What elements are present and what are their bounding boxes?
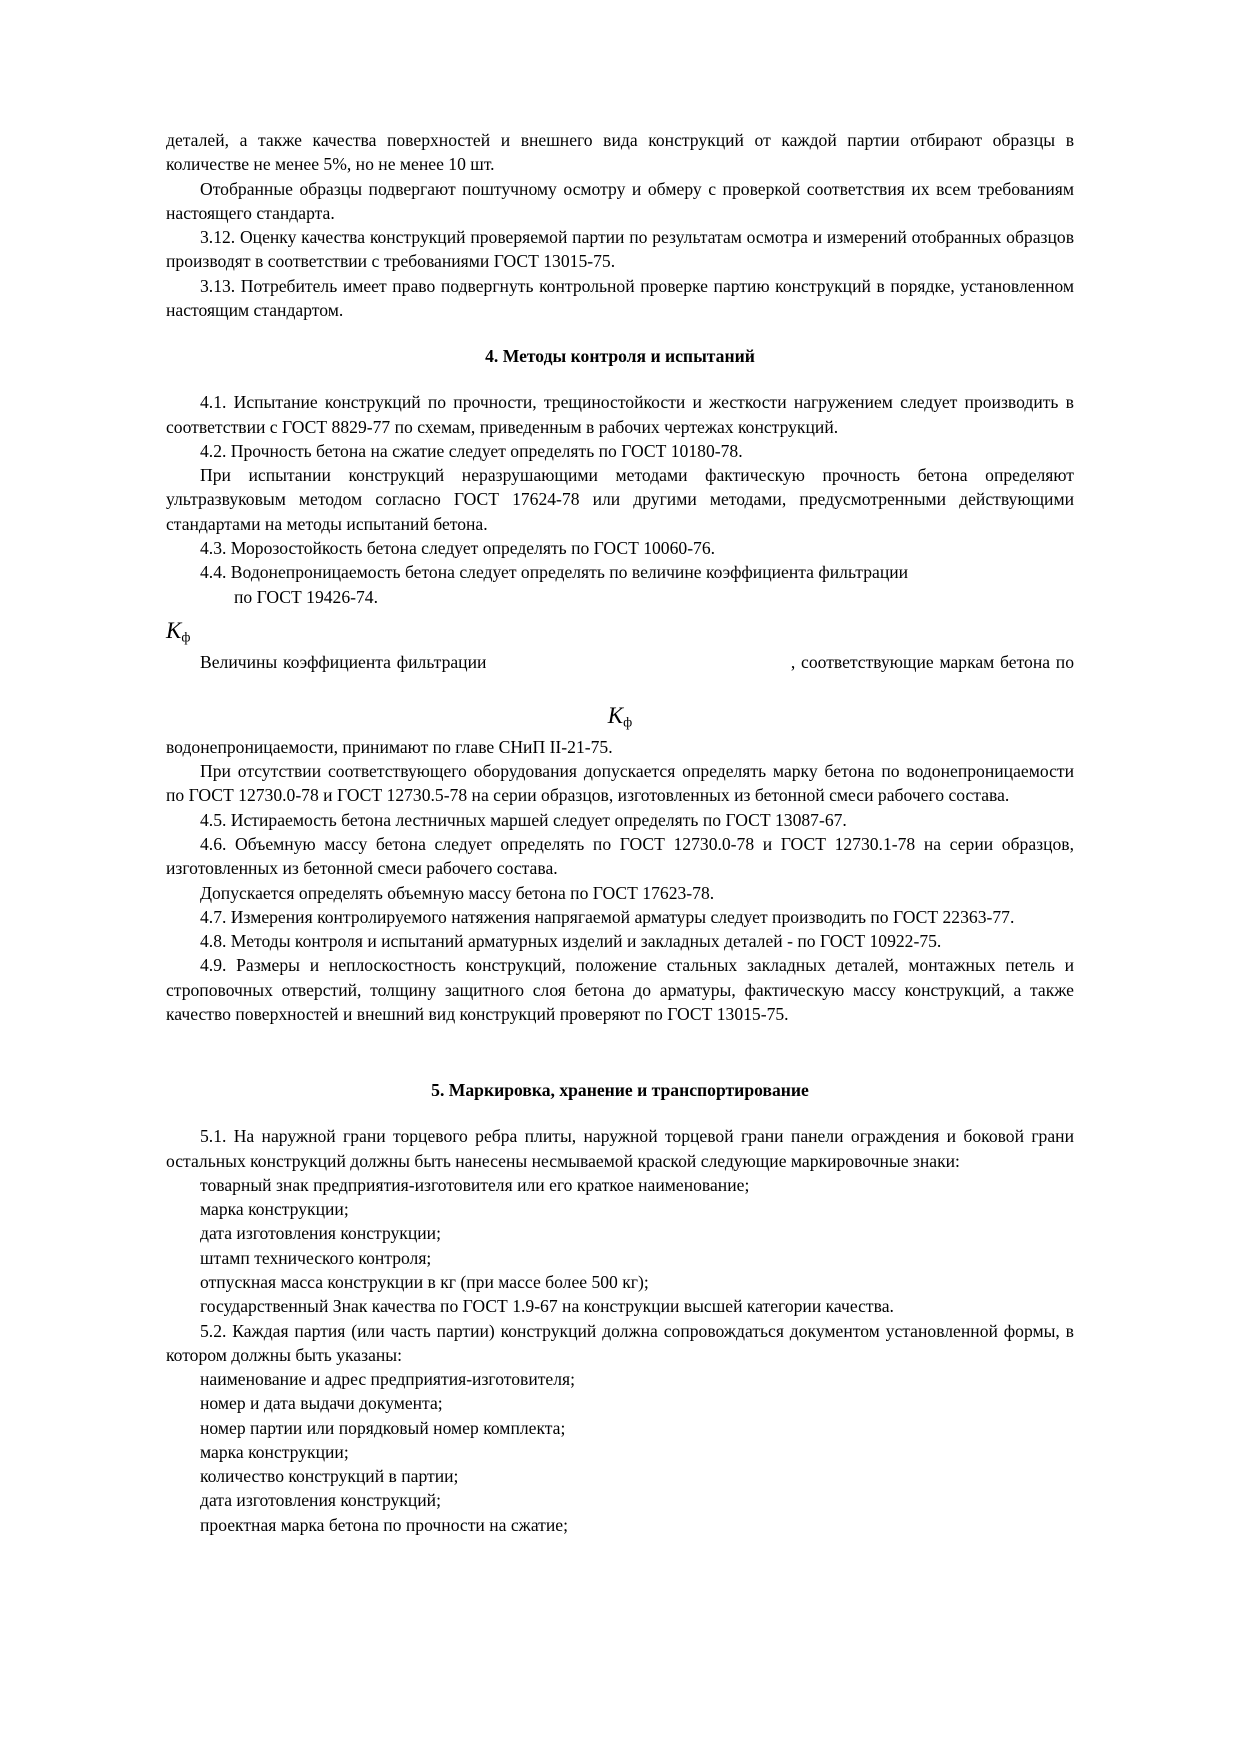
spacer — [166, 1102, 1074, 1124]
list-item: штамп технического контроля; — [200, 1247, 432, 1268]
formula-k-filtration-centered — [166, 700, 1074, 733]
spacer — [166, 1026, 1074, 1078]
list-item: наименование и адрес предприятия-изготовителя; — [200, 1369, 576, 1390]
paragraph: 4.4. Водонепроницаемость бетона следует определять по величине коэффициента фильтрации — [200, 562, 909, 583]
list-item: проектная марка бетона по прочности на сжатие; — [200, 1514, 568, 1535]
paragraph: 4.1. Испытание конструкций по прочности, трещиностойкости и жесткости нагружением следует производить в соответствии с ГОСТ 8829-77 по схемам, приведенным в рабочих чертежах конструкций. — [166, 392, 1074, 437]
list-item: марка конструкции; — [200, 1441, 349, 1462]
paragraph: 5.1. На наружной грани торцевого ребра плиты, наружной торцевой грани панели ограждения и боковой грани остальных конструкций должны быть нанесены несмываемой краской следующие маркировочные знаки: — [166, 1126, 1074, 1171]
paragraph: 4.6. Объемную массу бетона следует определять по ГОСТ 12730.0-78 и ГОСТ 12730.1-78 на серии образцов, изготовленных из бетонной смеси рабочего состава. — [166, 834, 1074, 879]
paragraph: 4.7. Измерения контролируемого натяжения напрягаемой арматуры следует производить по ГОСТ 22363-77. — [200, 906, 1015, 927]
list-item: номер и дата выдачи документа; — [200, 1393, 443, 1414]
formula-symbol: K — [166, 617, 182, 643]
list-item: дата изготовления конструкций; — [200, 1490, 441, 1511]
formula-symbol: K — [607, 703, 624, 729]
paragraph: 4.9. Размеры и неплоскостность конструкций, положение стальных закладных деталей, монтажных петель и строповочных отверстий, толщину защитного слоя бетона до арматуры, фактическую массу конструкций, а также качество поверхностей и внешний вид конструкций проверяют по ГОСТ 13015-75. — [166, 955, 1074, 1024]
section-heading-5: 5. Маркировка, хранение и транспортирование — [431, 1080, 809, 1101]
document-body — [166, 128, 1074, 1537]
spacer — [166, 322, 1074, 344]
formula-subscript: ф — [181, 630, 191, 646]
paragraph: 4.3. Морозостойкость бетона следует определять по ГОСТ 10060-76. — [200, 537, 716, 558]
paragraph-text-after: , соответствующие маркам бетона по — [790, 651, 1075, 672]
paragraph: 4.2. Прочность бетона на сжатие следует определять по ГОСТ 10180-78. — [200, 440, 743, 461]
paragraph: 5.2. Каждая партия (или часть партии) конструкций должна сопровождаться документом установленной формы, в котором должны быть указаны: — [166, 1320, 1074, 1365]
list-item: государственный Знак качества по ГОСТ 1.9-67 на конструкции высшей категории качества. — [200, 1296, 894, 1317]
paragraph: При отсутствии соответствующего оборудования допускается определять марку бетона по водонепроницаемости по ГОСТ 12730.0-78 и ГОСТ 12730.5-78 на серии образцов, изготовленных из бетонной смеси рабочего состава. — [166, 761, 1074, 806]
paragraph: 3.12. Оценку качества конструкций проверяемой партии по результатам осмотра и измерений отобранных образцов производят в соответствии с требованиями ГОСТ 13015-75. — [166, 227, 1074, 272]
paragraph-continuation: по ГОСТ 19426-74. — [234, 586, 378, 607]
spacer — [166, 368, 1074, 390]
formula-subscript: ф — [623, 715, 633, 731]
list-item: дата изготовления конструкции; — [200, 1223, 441, 1244]
formula-k-filtration — [166, 615, 1074, 648]
paragraph: деталей, а также качества поверхностей и внешнего вида конструкций от каждой партии отбирают образцы в количестве не менее 5%, но не менее 10 шт. — [166, 130, 1074, 175]
list-item: количество конструкций в партии; — [200, 1466, 459, 1487]
list-item: номер партии или порядковый номер комплекта; — [200, 1417, 566, 1438]
list-item: товарный знак предприятия-изготовителя или его краткое наименование; — [200, 1174, 750, 1195]
list-item: марка конструкции; — [200, 1199, 349, 1220]
paragraph: 4.5. Истираемость бетона лестничных маршей следует определять по ГОСТ 13087-67. — [200, 809, 847, 830]
inline-formula-placeholder — [486, 652, 790, 672]
paragraph: Отобранные образцы подвергают поштучному осмотру и обмеру с проверкой соответствия их всем требованиям настоящего стандарта. — [166, 178, 1074, 223]
paragraph: водонепроницаемости, принимают по главе СНиП II-21-75. — [166, 736, 613, 757]
section-heading-4: 4. Методы контроля и испытаний — [485, 346, 755, 367]
paragraph: При испытании конструкций неразрушающими методами фактическую прочность бетона определяют ультразвуковым методом согласно ГОСТ 17624-78 или другими методами, предусмотренными действующими стандартами на методы испытаний бетона. — [166, 465, 1074, 534]
paragraph-text-before: Величины коэффициента фильтрации — [200, 651, 487, 672]
paragraph: Допускается определять объемную массу бетона по ГОСТ 17623-78. — [200, 882, 715, 903]
paragraph-with-inline-formula — [166, 650, 1074, 699]
paragraph: 4.8. Методы контроля и испытаний арматурных изделий и закладных деталей - по ГОСТ 10922-75. — [200, 931, 942, 952]
list-item: отпускная масса конструкции в кг (при массе более 500 кг); — [200, 1271, 649, 1292]
paragraph: 3.13. Потребитель имеет право подвергнуть контрольной проверке партию конструкций в порядке, установленном настоящим стандартом. — [166, 275, 1074, 320]
